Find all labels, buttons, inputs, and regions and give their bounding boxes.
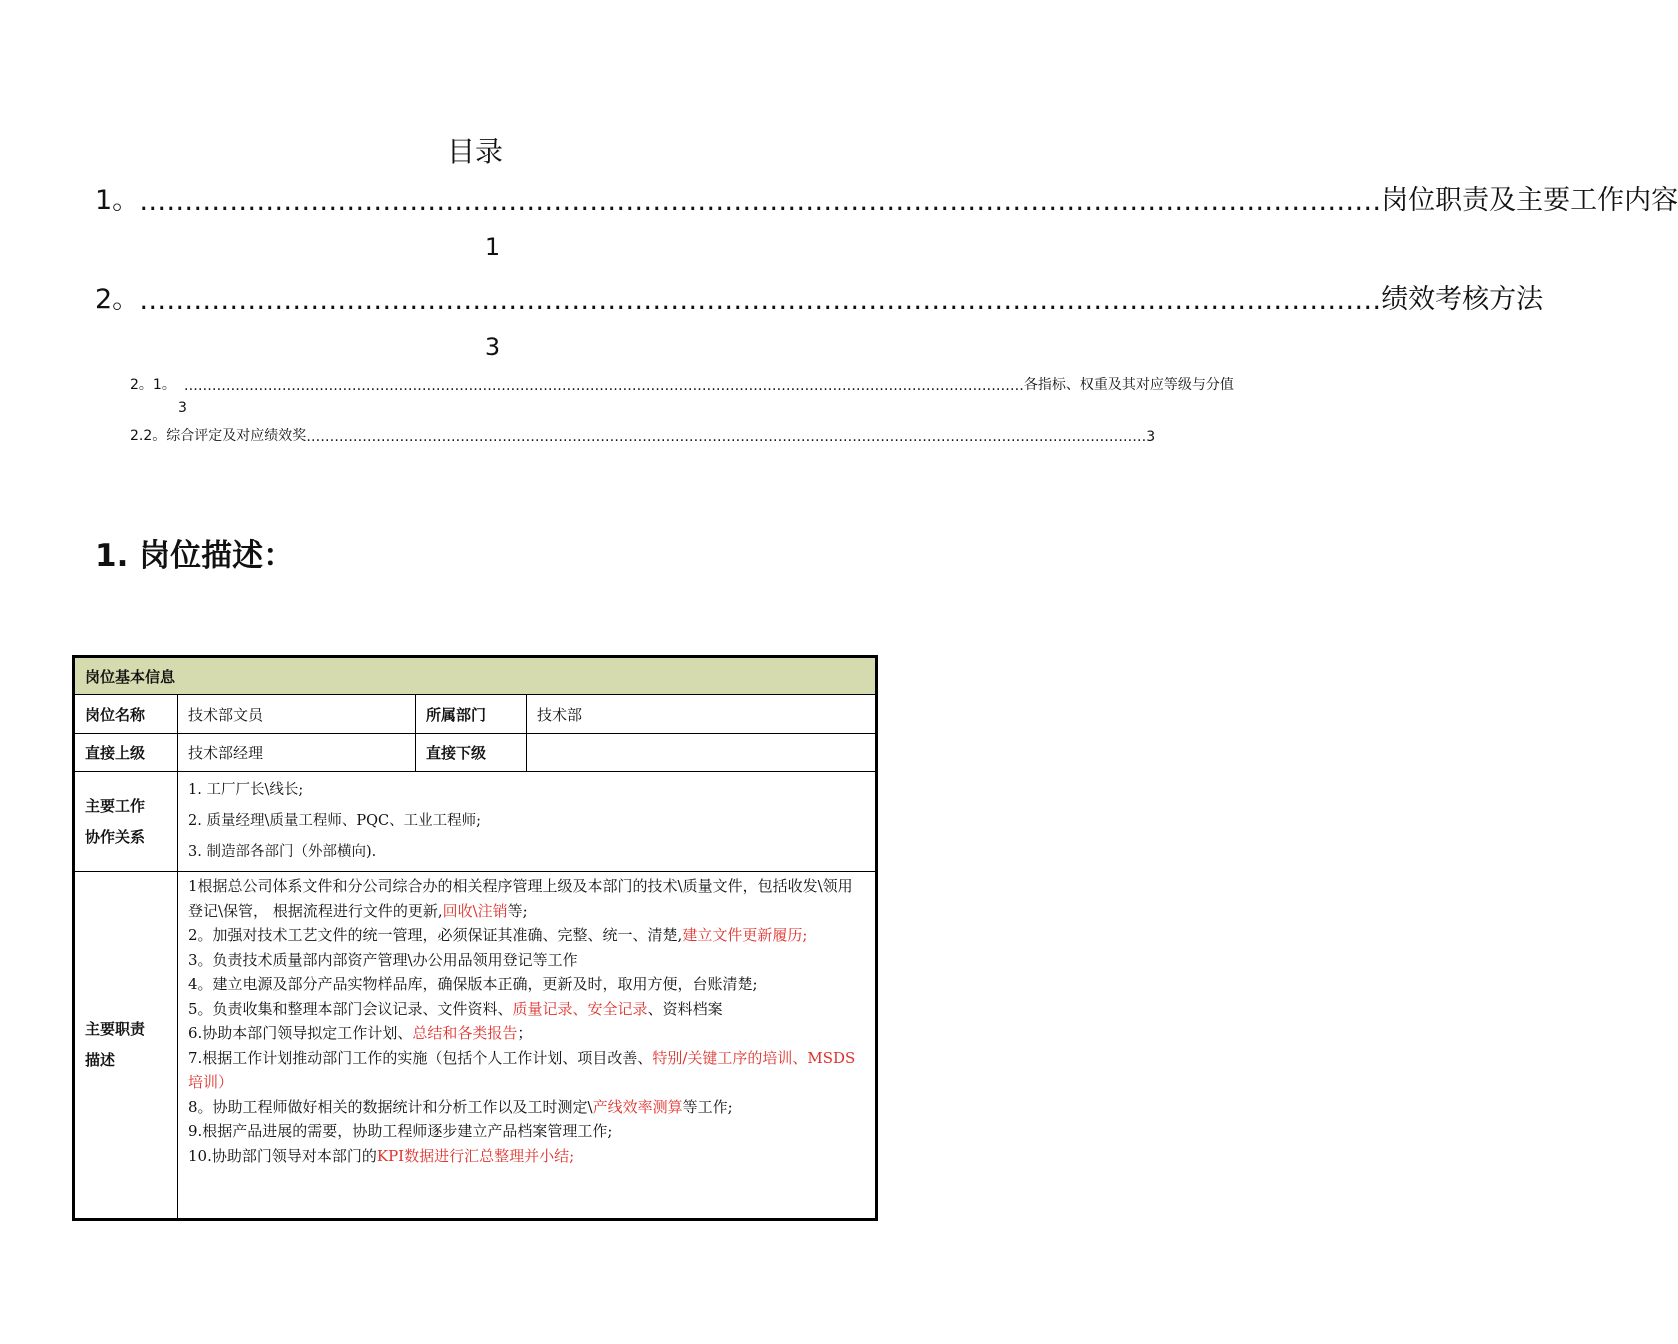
cell-value: 技术部经理 xyxy=(178,734,416,772)
toc-title: 目录 xyxy=(446,135,503,168)
cell-label: 所属部门 xyxy=(416,695,527,734)
duty-item xyxy=(188,1046,865,1095)
duty-item: 9.根据产品进展的需要，协助工程师逐步建立产品档案管理工作; xyxy=(188,1122,613,1140)
cell-label: 岗位名称 xyxy=(74,695,178,734)
list-item: 3. 制造部各部门（外部横向). xyxy=(188,844,377,860)
toc-leader-dots: ……………………………………………………………………………………………………………………………………………………………… xyxy=(306,429,1147,445)
table-header: 岗位基本信息 xyxy=(74,657,877,695)
duty-highlight: 建立文件更新履历 xyxy=(682,926,803,944)
cell-label xyxy=(74,772,178,872)
relations-cell xyxy=(178,772,877,872)
toc-entry-text: 绩效考核方法 xyxy=(1381,284,1544,315)
duty-text: 8。协助工程师做好相关的数据统计和分析工作以及工时测定\ xyxy=(188,1097,593,1116)
list-item: 2. 质量经理\质量工程师、PQC、工业工程师; xyxy=(188,813,481,829)
toc-entry-num: 2。1。 xyxy=(130,377,176,393)
toc-entry-page: 3 xyxy=(1146,429,1156,445)
list-item: 1. 工厂厂长\线长; xyxy=(188,782,304,798)
label-line: 主要职责 xyxy=(85,1020,146,1038)
toc-entry-num: 2。 xyxy=(95,284,140,315)
toc-entry-text: 各指标、权重及其对应等级与分值 xyxy=(1023,377,1234,393)
duty-item xyxy=(188,1021,865,1046)
duty-text: 等工作; xyxy=(682,1097,733,1116)
table-row xyxy=(74,695,877,734)
toc-entry-page: 1 xyxy=(484,233,501,261)
label-line: 描述 xyxy=(85,1051,116,1069)
duty-item: 3。负责技术质量部内部资产管理\办公用品领用登记等工作 xyxy=(188,950,578,969)
duty-highlight: 产线效率测算 xyxy=(592,1097,683,1116)
duty-text: 10.协助部门领导对本部门的 xyxy=(188,1146,377,1165)
duty-item xyxy=(188,874,865,923)
relations-list xyxy=(188,775,865,868)
section-heading: 1. 岗位描述： xyxy=(95,538,295,574)
duty-text: 等; xyxy=(507,901,528,920)
table-row xyxy=(74,734,877,772)
toc-entry-page: 3 xyxy=(484,333,501,361)
table-header-row xyxy=(74,657,877,695)
toc-leader-dots: ………………………………………………………………………………………………………………………… xyxy=(139,285,1382,316)
toc-leader-dots: ……………………………………………………………………………………………………………………………………………………………… xyxy=(183,378,1024,394)
duties-cell xyxy=(178,872,877,1220)
duty-text: ； xyxy=(517,1024,533,1042)
toc-entry-text: 综合评定及对应绩效奖 xyxy=(166,428,307,444)
duty-highlight: 回收\注销 xyxy=(442,901,508,920)
duty-text: 6.协助本部门领导拟定工作计划、 xyxy=(188,1024,413,1042)
cell-label xyxy=(74,872,178,1220)
duty-text: 1根据总公司体系文件和分公司综合办的相关程序管理上级及本部门的技术\质量文件，包括收发\领用登记\保管， 根据流程进行文件的更新, xyxy=(188,877,853,920)
toc-entry-num: 1。 xyxy=(95,185,140,216)
toc-entry-num: 2.2。 xyxy=(130,428,167,444)
toc-subentry-1[interactable] xyxy=(130,374,1234,394)
duty-item xyxy=(188,997,865,1022)
cell-value: 技术部 xyxy=(527,695,877,734)
duty-item xyxy=(188,1095,865,1120)
duty-text: ; xyxy=(802,926,808,944)
toc-subentry-2[interactable] xyxy=(130,425,1156,445)
cell-value xyxy=(527,734,877,772)
toc-entry-1[interactable] xyxy=(95,178,1678,217)
duty-item: 4。建立电源及部分产品实物样品库，确保版本正确，更新及时，取用方便，台账清楚; xyxy=(188,975,758,993)
duty-highlight: KPI数据进行汇总整理并小结; xyxy=(376,1146,575,1165)
toc-entry-text: 岗位职责及主要工作内容 xyxy=(1381,185,1678,216)
duty-highlight: 特别/关键工序的培训、MSDS培训） xyxy=(188,1048,856,1091)
cell-label: 直接上级 xyxy=(74,734,178,772)
toc-entry-page: 3 xyxy=(178,400,187,416)
cell-label: 直接下级 xyxy=(416,734,527,772)
toc-entry-2[interactable] xyxy=(95,277,1544,316)
duty-text: 5。负责收集和整理本部门会议记录、文件资料、 xyxy=(188,999,513,1018)
duty-item xyxy=(188,923,865,948)
duty-text: 7.根据工作计划推动部门工作的实施（包括个人工作计划、项目改善、 xyxy=(188,1048,653,1067)
table-row xyxy=(74,772,877,872)
cell-value: 技术部文员 xyxy=(178,695,416,734)
toc-leader-dots: ………………………………………………………………………………………………………………………… xyxy=(139,186,1382,217)
job-info-table xyxy=(72,655,878,1221)
duty-item xyxy=(188,1144,865,1169)
duty-highlight: 总结和各类报告 xyxy=(412,1024,518,1042)
duty-highlight: 质量记录、安全记录 xyxy=(512,999,648,1018)
duty-text: 2。加强对技术工艺文件的统一管理，必须保证其准确、完整、统一、清楚, xyxy=(188,926,683,944)
label-line: 协作关系 xyxy=(85,827,146,846)
table-row xyxy=(74,872,877,1220)
duty-text: 、资料档案 xyxy=(647,999,723,1018)
label-line: 主要工作 xyxy=(85,796,146,815)
